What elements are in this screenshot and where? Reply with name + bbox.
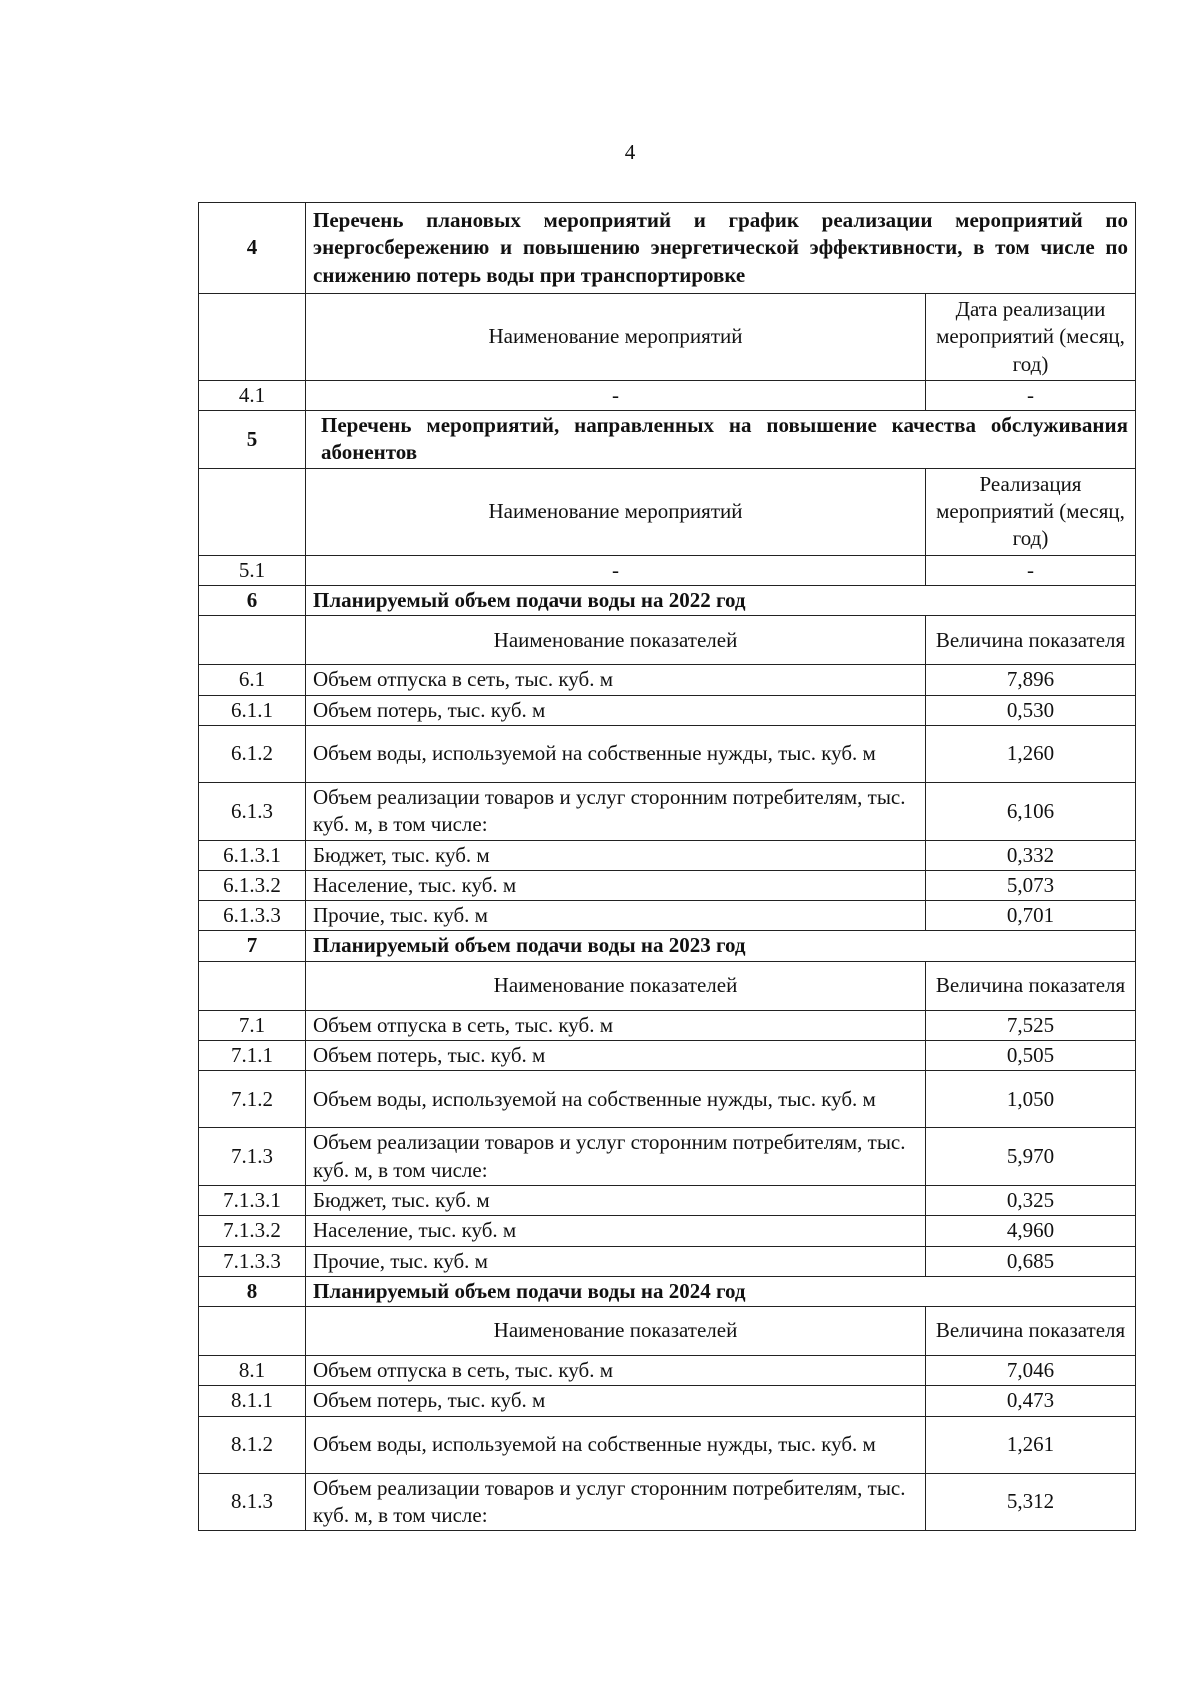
- table-row: [199, 1041, 1136, 1071]
- table-row: [199, 840, 1136, 870]
- section-number: 8: [199, 1276, 306, 1306]
- table-header-row: [199, 616, 1136, 665]
- table-row: [199, 725, 1136, 782]
- table-row: [199, 380, 1136, 410]
- section-number: 5: [199, 411, 306, 469]
- row-number: 8.1.1: [199, 1386, 306, 1416]
- section-row: [199, 586, 1136, 616]
- section-number: 4: [199, 203, 306, 294]
- table-row: [199, 555, 1136, 585]
- row-number: 6.1.3.1: [199, 840, 306, 870]
- row-name: Население, тыс. куб. м: [306, 870, 926, 900]
- row-value: 1,260: [926, 725, 1136, 782]
- row-value: 5,312: [926, 1473, 1136, 1531]
- row-number: 7.1.3.1: [199, 1185, 306, 1215]
- section-number: 7: [199, 931, 306, 961]
- row-value: 5,970: [926, 1128, 1136, 1186]
- row-name: Объем реализации товаров и услуг сторонним потребителям, тыс. куб. м, в том числе:: [306, 1128, 926, 1186]
- row-name: Объем реализации товаров и услуг сторонним потребителям, тыс. куб. м, в том числе:: [306, 1473, 926, 1531]
- table-row: [199, 1356, 1136, 1386]
- header-value-cell: Величина показателя: [926, 1307, 1136, 1356]
- header-name-cell: Наименование мероприятий: [306, 293, 926, 380]
- row-value: 7,046: [926, 1356, 1136, 1386]
- row-name: Объем потерь, тыс. куб. м: [306, 1386, 926, 1416]
- table-header-row: [199, 293, 1136, 380]
- row-value: 7,896: [926, 665, 1136, 695]
- section-row: [199, 931, 1136, 961]
- row-number: 8.1: [199, 1356, 306, 1386]
- table-row: [199, 782, 1136, 840]
- row-value: 1,261: [926, 1416, 1136, 1473]
- row-number: 7.1.1: [199, 1041, 306, 1071]
- header-empty-cell: [199, 961, 306, 1010]
- row-number: 5.1: [199, 555, 306, 585]
- row-number: 6.1: [199, 665, 306, 695]
- header-value-cell: Реализация мероприятий (месяц, год): [926, 468, 1136, 555]
- row-value: -: [926, 380, 1136, 410]
- row-name: Население, тыс. куб. м: [306, 1216, 926, 1246]
- header-value-cell: Величина показателя: [926, 616, 1136, 665]
- row-value: 0,332: [926, 840, 1136, 870]
- row-number: 7.1: [199, 1010, 306, 1040]
- table-header-row: [199, 468, 1136, 555]
- row-name: Объем потерь, тыс. куб. м: [306, 1041, 926, 1071]
- table-row: [199, 1185, 1136, 1215]
- table-row: [199, 1473, 1136, 1531]
- row-number: 6.1.3: [199, 782, 306, 840]
- row-name: Объем отпуска в сеть, тыс. куб. м: [306, 1010, 926, 1040]
- table-row: [199, 870, 1136, 900]
- table-row: [199, 1071, 1136, 1128]
- table-header-row: [199, 961, 1136, 1010]
- row-value: 0,685: [926, 1246, 1136, 1276]
- section-number: 6: [199, 586, 306, 616]
- row-name: Объем воды, используемой на собственные нужды, тыс. куб. м: [306, 1416, 926, 1473]
- row-value: 6,106: [926, 782, 1136, 840]
- row-number: 7.1.3: [199, 1128, 306, 1186]
- section-title: Планируемый объем подачи воды на 2023 год: [306, 931, 1136, 961]
- header-name-cell: Наименование показателей: [306, 616, 926, 665]
- section-row: [199, 411, 1136, 469]
- row-value: 0,473: [926, 1386, 1136, 1416]
- row-name: -: [306, 380, 926, 410]
- row-name: Объем воды, используемой на собственные нужды, тыс. куб. м: [306, 725, 926, 782]
- table-row: [199, 695, 1136, 725]
- row-value: 0,505: [926, 1041, 1136, 1071]
- row-number: 7.1.3.2: [199, 1216, 306, 1246]
- table-row: [199, 1216, 1136, 1246]
- row-name: Бюджет, тыс. куб. м: [306, 840, 926, 870]
- row-value: 7,525: [926, 1010, 1136, 1040]
- row-value: 0,530: [926, 695, 1136, 725]
- row-name: Прочие, тыс. куб. м: [306, 1246, 926, 1276]
- header-empty-cell: [199, 468, 306, 555]
- table-row: [199, 901, 1136, 931]
- table-row: [199, 1246, 1136, 1276]
- section-title: Перечень мероприятий, направленных на повышение качества обслуживания абонентов: [306, 411, 1136, 469]
- row-value: 4,960: [926, 1216, 1136, 1246]
- table-row: [199, 1416, 1136, 1473]
- row-number: 7.1.3.3: [199, 1246, 306, 1276]
- row-value: 5,073: [926, 870, 1136, 900]
- table-row: [199, 1386, 1136, 1416]
- section-row: [199, 1276, 1136, 1306]
- row-value: -: [926, 555, 1136, 585]
- row-number: 6.1.1: [199, 695, 306, 725]
- row-name: Бюджет, тыс. куб. м: [306, 1185, 926, 1215]
- row-name: Объем реализации товаров и услуг сторонним потребителям, тыс. куб. м, в том числе:: [306, 782, 926, 840]
- header-name-cell: Наименование показателей: [306, 961, 926, 1010]
- row-number: 8.1.2: [199, 1416, 306, 1473]
- row-name: Прочие, тыс. куб. м: [306, 901, 926, 931]
- row-number: 8.1.3: [199, 1473, 306, 1531]
- plan-table: [198, 202, 1136, 1531]
- section-title: Планируемый объем подачи воды на 2024 год: [306, 1276, 1136, 1306]
- header-empty-cell: [199, 1307, 306, 1356]
- table-row: [199, 665, 1136, 695]
- page-number: 4: [624, 140, 636, 164]
- row-value: 1,050: [926, 1071, 1136, 1128]
- row-name: Объем потерь, тыс. куб. м: [306, 695, 926, 725]
- row-name: Объем отпуска в сеть, тыс. куб. м: [306, 1356, 926, 1386]
- row-name: Объем отпуска в сеть, тыс. куб. м: [306, 665, 926, 695]
- section-title: Планируемый объем подачи воды на 2022 год: [306, 586, 1136, 616]
- section-title: Перечень плановых мероприятий и график реализации мероприятий по энергосбережению и повышению энергетической эффективности, в том числе по снижению потерь воды при транспортировке: [306, 203, 1136, 294]
- header-value-cell: Дата реализации мероприятий (месяц, год): [926, 293, 1136, 380]
- row-number: 4.1: [199, 380, 306, 410]
- row-value: 0,325: [926, 1185, 1136, 1215]
- row-number: 6.1.3.3: [199, 901, 306, 931]
- row-name: Объем воды, используемой на собственные нужды, тыс. куб. м: [306, 1071, 926, 1128]
- row-name: -: [306, 555, 926, 585]
- header-empty-cell: [199, 293, 306, 380]
- header-empty-cell: [199, 616, 306, 665]
- section-row: [199, 203, 1136, 294]
- header-name-cell: Наименование мероприятий: [306, 468, 926, 555]
- table-row: [199, 1010, 1136, 1040]
- table-header-row: [199, 1307, 1136, 1356]
- table-row: [199, 1128, 1136, 1186]
- row-number: 6.1.3.2: [199, 870, 306, 900]
- header-value-cell: Величина показателя: [926, 961, 1136, 1010]
- row-value: 0,701: [926, 901, 1136, 931]
- row-number: 6.1.2: [199, 725, 306, 782]
- row-number: 7.1.2: [199, 1071, 306, 1128]
- header-name-cell: Наименование показателей: [306, 1307, 926, 1356]
